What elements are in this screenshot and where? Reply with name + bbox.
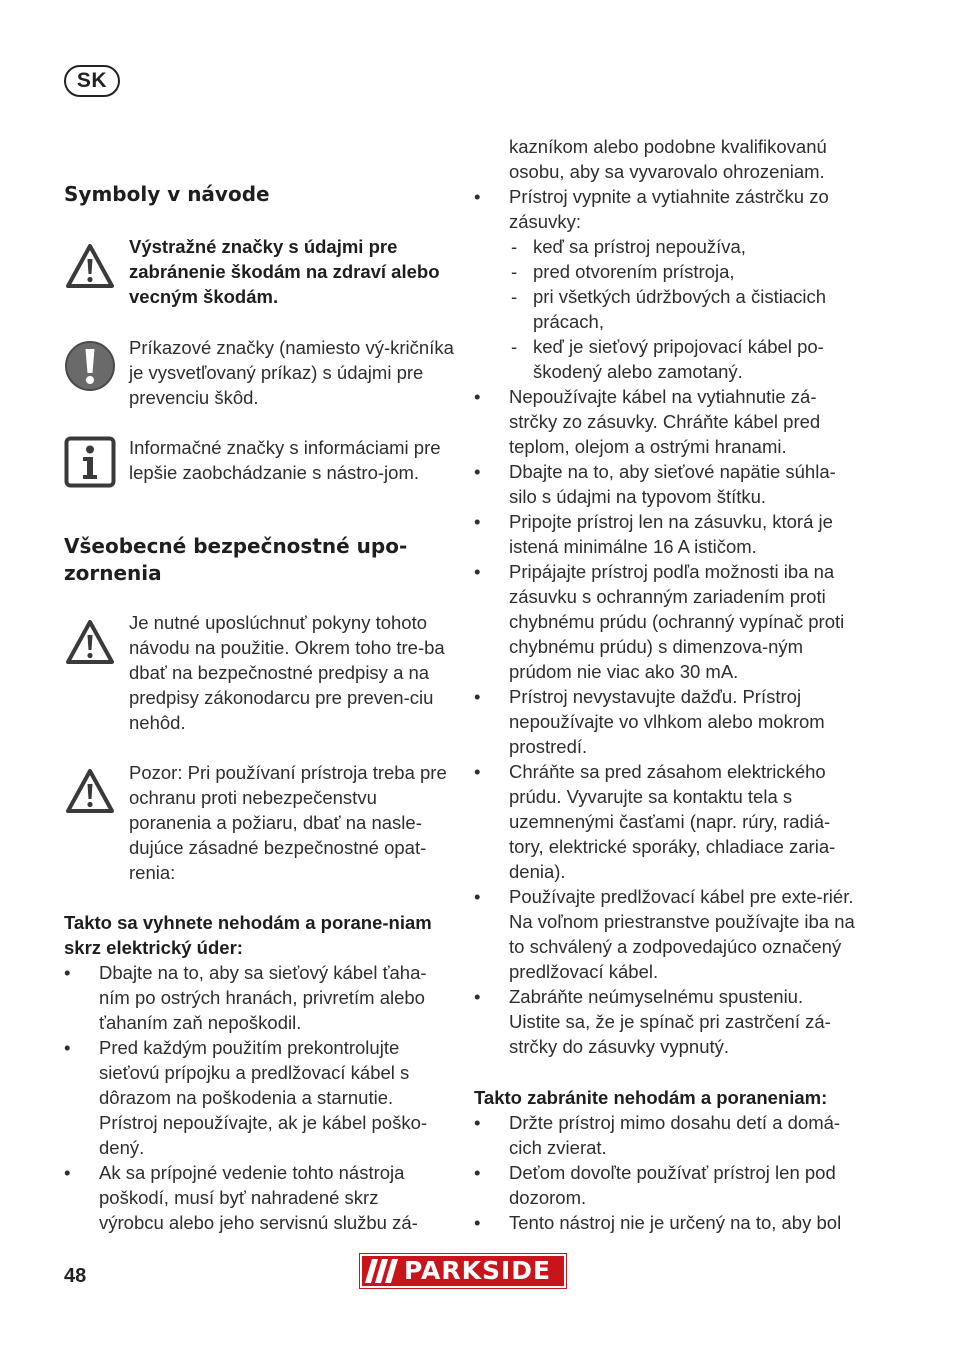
warning-icon	[64, 765, 116, 817]
list-item: • Ak sa prípojné vedenie tohto nástroja poškodí, musí byť nahradené skrz výrobcu alebo jeho servisnú službu zá-	[64, 1160, 448, 1235]
symbols-heading: Symboly v návode	[64, 182, 270, 206]
list-item: • Tento nástroj nie je určený na to, aby bol	[474, 1210, 858, 1235]
electric-shock-heading: Takto sa vyhnete nehodám a porane-niam skrz elektrický úder:	[64, 912, 432, 958]
injury-heading: Takto zabránite nehodám a poraneniam:	[474, 1087, 828, 1108]
list-item: - pred otvorením prístroja,	[509, 259, 858, 284]
symbol-warning-text: Výstražné značky s údajmi pre zabránenie škodám na zdraví alebo vecným škodám.	[129, 236, 440, 307]
list-item: • Zabráňte neúmyselnému spusteniu. Uistite sa, že je spínač pri zastrčení zá-strčky do zásuvky vypnutý.	[474, 984, 858, 1059]
unplug-instruction: Prístroj vypnite a vytiahnite zástrčku zo zásuvky:	[509, 186, 829, 232]
list-item: • Pripojte prístroj len na zásuvku, ktorá je istená minimálne 16 A ističom.	[474, 509, 858, 559]
general-safety-heading: Všeobecné bezpečnostné upo-zornenia	[64, 534, 408, 585]
symbol-command-text: Príkazové značky (namiesto vý-kričníka je vysvetľovaný príkaz) s údajmi pre prevenciu škôd.	[129, 337, 454, 408]
list-item: • Deťom dovoľte používať prístroj len pod dozorom.	[474, 1160, 858, 1210]
language-badge: SK	[64, 65, 120, 97]
list-item: • Nepoužívajte kábel na vytiahnutie zá-strčky zo zásuvky. Chráňte kábel pred teplom, olejom a ostrými hranami.	[474, 384, 858, 459]
brand-name: PARKSIDE	[404, 1256, 552, 1285]
list-item: - keď sa prístroj nepoužíva,	[509, 234, 858, 259]
list-item: • Dbajte na to, aby sa sieťový kábel ťaha-ním po ostrých hranách, privretím alebo ťahaním zaň nepoškodil.	[64, 960, 448, 1035]
list-item: • Prístroj nevystavujte dažďu. Prístroj nepoužívajte vo vlhkom alebo mokrom prostredí.	[474, 684, 858, 759]
list-item: • Dbajte na to, aby sieťové napätie súhla-silo s údajmi na typovom štítku.	[474, 459, 858, 509]
parkside-logo	[360, 1254, 566, 1288]
list-item: • Pripájajte prístroj podľa možnosti iba na zásuvku s ochranným zariadením proti chybnému prúdu (ochranný vypínač proti chybnému prúdu) s dimenzova-ným prúdom nie viac ako 30 mA.	[474, 559, 858, 684]
warning-icon	[64, 616, 116, 668]
list-item: • Držte prístroj mimo dosahu detí a domá-cich zvierat.	[474, 1110, 858, 1160]
logo-stripes-icon	[362, 1256, 404, 1286]
unplug-conditions	[509, 234, 858, 384]
list-item	[474, 184, 858, 384]
warning-instructions-text: Je nutné uposlúchnuť pokyny tohoto návodu na použitie. Okrem toho tre-ba dbať na bezpečnostné predpisy a na predpisy zákonodarcu pre preven-ciu nehôd.	[129, 612, 445, 733]
info-icon	[64, 436, 116, 488]
exclamation-icon	[64, 340, 116, 392]
list-item: • Chráňte sa pred zásahom elektrického prúdu. Vyvarujte sa kontaktu tela s uzemnenými časťami (napr. rúry, radiá-tory, elektrické sporáky, chladiace zaria-denia).	[474, 759, 858, 884]
page-number: 48	[64, 1265, 87, 1287]
symbol-info-text: Informačné značky s informáciami pre lepšie zaobchádzanie s nástro-jom.	[129, 437, 441, 483]
list-item: - keď je sieťový pripojovací kábel po-škodený alebo zamotaný.	[509, 334, 858, 384]
continued-text: kazníkom alebo podobne kvalifikovanú osobu, aby sa vyvarovalo ohrozeniam.	[509, 136, 827, 182]
warning-icon	[64, 240, 116, 292]
list-item: - pri všetkých údržbových a čistiacich prácach,	[509, 284, 858, 334]
electric-shock-list	[64, 960, 448, 1235]
warning-caution-text: Pozor: Pri používaní prístroja treba pre ochranu proti nebezpečenstvu poranenia a požiaru, dbať na nasle-dujúce zásadné bezpečnostné opat-renia:	[129, 762, 447, 883]
safety-list	[474, 184, 858, 1059]
list-item: • Používajte predlžovací kábel pre exte-riér. Na voľnom priestranstve používajte iba na to schválený a zodpovedajúco označený predlžovací kábel.	[474, 884, 858, 984]
list-item: • Pred každým použitím prekontrolujte sieťovú prípojku a predlžovací kábel s dôrazom na poškodenia a starnutie. Prístroj nepoužívajte, ak je kábel poško-dený.	[64, 1035, 448, 1160]
injury-list	[474, 1110, 858, 1235]
